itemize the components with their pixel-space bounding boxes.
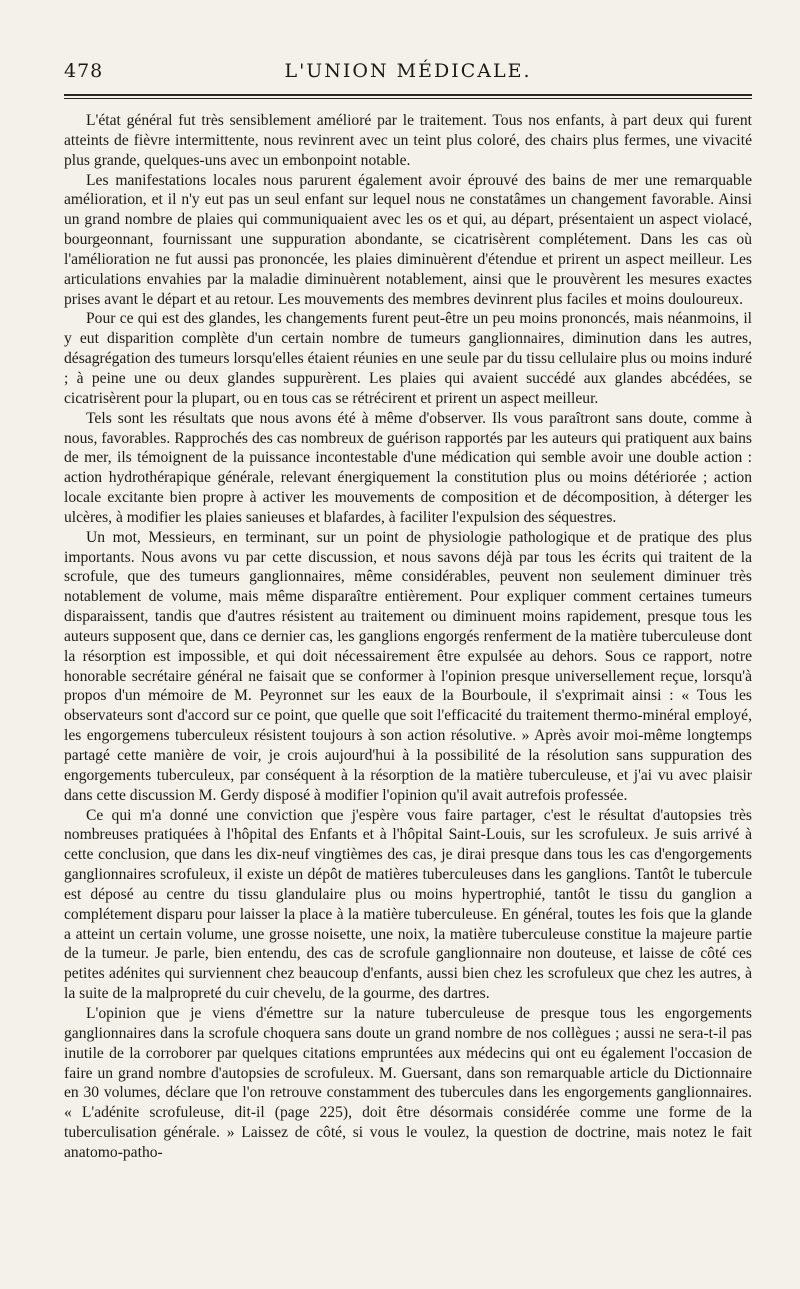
- paragraph: L'opinion que je viens d'émettre sur la nature tuberculeuse de presque tous les engorgements ganglionnaires dans la scrofule choquera sans doute un grand nombre de nos collègues ; aussi ne sera-t-il pas inutile de la corroborer par quelques citations empruntées aux médecins qui ont eu également l'occasion de faire un grand nombre d'autopsies de scrofuleux. M. Guersant, dans son remarquable article du Dictionnaire en 30 volumes, déclare que l'on retrouve constamment des tubercules dans les engorgements ganglionnaires. « L'adénite scrofuleuse, dit-il (page 225), doit être désormais considérée comme une forme de la tuberculisation générale. » Laissez de côté, si vous le voulez, la question de doctrine, mais notez le fait anatomo-patho-: [64, 1004, 752, 1161]
- paragraph: Les manifestations locales nous parurent également avoir éprouvé des bains de mer une remarquable amélioration, et il n'y eut pas un seul enfant sur lequel nous ne constatâmes un changement favorable. Ainsi un grand nombre de plaies qui communiquaient avec les os et qui, au départ, présentaient un aspect violacé, bourgeonnant, fournissant une suppuration abondante, se cicatrisèrent complétement. Dans les cas où l'amélioration ne fut aussi pas prononcée, les plaies diminuèrent d'étendue et prirent un aspect meilleur. Les articulations envahies par la maladie diminuèrent notablement, ainsi que le prouvèrent les mesures exactes prises avant le départ et au retour. Les mouvements des membres devinrent plus faciles et moins douloureux.: [64, 171, 752, 308]
- paragraph: Pour ce qui est des glandes, les changements furent peut-être un peu moins prononcés, mais néanmoins, il y eut disparition complète d'un certain nombre de tumeurs ganglionnaires, diminution dans les autres, désagrégation des tumeurs lorsqu'elles étaient réunies en une seule par du tissu cellulaire plus ou moins induré ; à peine une ou deux glandes suppurèrent. Les plaies qui avaient succédé aux glandes abcédées, se cicatrisèrent pour la plupart, ou en tous cas se rétrécirent et prirent un aspect meilleur.: [64, 310, 752, 407]
- page-number: 478: [64, 60, 104, 82]
- header-rule-thin: [64, 98, 752, 99]
- article-body: [64, 111, 752, 1163]
- paragraph: Ce qui m'a donné une conviction que j'espère vous faire partager, c'est le résultat d'autopsies très nombreuses pratiquées à l'hôpital des Enfants et à l'hôpital Saint-Louis, sur les scrofuleux. Je suis arrivé à cette conclusion, que dans les dix-neuf vingtièmes des cas, je dirai presque dans tous les cas d'engorgements ganglionnaires scrofuleux, il existe un dépôt de matières tuberculeuses dans les ganglions. Tantôt le tubercule est déposé au centre du tissu glandulaire plus ou moins hypertrophié, tantôt le tissu du ganglion a complétement disparu pour laisser la place à la matière tuberculeuse. En général, toutes les fois que la glande a atteint un certain volume, une grosse noisette, une noix, la matière tuberculeuse constitue la majeure partie de la tumeur. Je parle, bien entendu, des cas de scrofule ganglionnaire non douteuse, et laisse de côté ces petites adénites qui surviennent chez beaucoup d'enfants, aussi bien chez les scrofuleux que chez les autres, à la suite de la malpropreté du cuir chevelu, de la gourme, des dartres.: [64, 806, 752, 1003]
- paragraph: Un mot, Messieurs, en terminant, sur un point de physiologie pathologique et de pratique des plus importants. Nous avons vu par cette discussion, et nous savons déjà par tous les écrits qui traitent de la scrofule, que des tumeurs ganglionnaires, même considérables, peuvent non seulement diminuer très notablement de volume, mais même disparaître entièrement. Pour expliquer comment certaines tumeurs disparaissent, tandis que d'autres résistent au traitement ou diminuent moins rapidement, presque tous les auteurs supposent que, dans ce dernier cas, les ganglions engorgés renferment de la matière tuberculeuse dont la résorption est impossible, et qui doit nécessairement être expulsée au dehors. Sous ce rapport, notre honorable secrétaire général ne faisait que se conformer à l'opinion presque universellement reçue, lorsqu'à propos d'un mémoire de M. Peyronnet sur les eaux de la Bourboule, il s'exprimait ainsi : « Tous les observateurs sont d'accord sur ce point, que quelle que soit l'efficacité du traitement thermo-minéral employé, les engorgemens tuberculeux résistent toujours à son action résolutive. » Après avoir moi-même longtemps partagé cette manière de voir, je crois aujourd'hui à la possibilité de la résolution sans suppuration des engorgements tuberculeux, par conséquent à la résorption de la matière tuberculeuse, et j'ai vu avec plaisir dans cette discussion M. Gerdy disposé à modifier l'opinion qu'il avait autrefois professée.: [64, 528, 752, 804]
- page-header: [64, 60, 752, 88]
- paragraph: Tels sont les résultats que nous avons été à même d'observer. Ils vous paraîtront sans doute, comme à nous, favorables. Rapprochés des cas nombreux de guérison rapportés par les auteurs qui pratiquent aux bains de mer, ils témoignent de la puissance incontestable d'une médication qui semble avoir une double action : action hydrothérapique générale, relevant énergiquement la constitution plus ou moins détériorée ; action locale excitante bien propre à activer les mouvements de composition et de décomposition, à déterger les ulcères, à modifier les plaies sanieuses et blafardes, à faciliter l'expulsion des séquestres.: [64, 409, 752, 526]
- running-title: L'UNION MÉDICALE.: [284, 60, 532, 82]
- header-rule: [64, 94, 752, 96]
- paragraph: L'état général fut très sensiblement amélioré par le traitement. Tous nos enfants, à part deux qui furent atteints de fièvre intermittente, nous revinrent avec un teint plus coloré, des chairs plus fermes, une vivacité plus grande, quelques-uns avec un embonpoint notable.: [64, 112, 752, 169]
- document-page: [64, 60, 752, 1163]
